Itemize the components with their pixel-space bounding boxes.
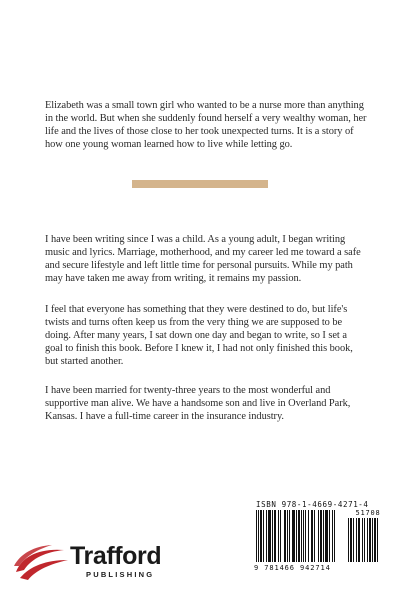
author-bio-paragraph-3: I have been married for twenty-three years to the most wonderful and supportive man alive. We have a handsome son and live in Overland Park, Kansas. I have a full-time career in the insurance industry. <box>45 385 351 423</box>
book-blurb: Elizabeth was a small town girl who wanted to be a nurse more than anything in the world. But when she suddenly found herself a very wealthy woman, her life and the lives of those close to her took unexpected turns. It is a story of how one young woman learned how to live while letting go. <box>45 100 367 151</box>
barcode-digits: 9 781466 942714 <box>254 564 331 572</box>
barcode-addon-digits: 51708 <box>355 509 381 517</box>
barcode-addon-bars <box>348 518 388 562</box>
publisher-name: Trafford <box>70 542 162 570</box>
barcode-gap <box>335 510 336 562</box>
section-divider <box>132 180 268 188</box>
publisher-logo <box>12 538 190 588</box>
author-bio-paragraph-1: I have been writing since I was a child. As a young adult, I began writing music and lyrics. Marriage, motherhood, and my career led me toward a safe and secure lifestyle and left little time for personal pursuits. While my path may have taken me away from writing, it remains my passion. <box>45 234 361 285</box>
trafford-swoosh-icon <box>12 542 74 584</box>
barcode-bar <box>377 518 378 562</box>
isbn-label: ISBN 978-1-4669-4271-4 <box>256 500 369 509</box>
publisher-tagline: PUBLISHING <box>86 570 155 579</box>
author-bio-paragraph-2: I feel that everyone has something that they were destined to do, but life's twists and turns often keep us from the very thing we are supposed to be doing. After many years, I sat down one day and began to write, so I set a goal to finish this book. Before I knew it, I had not only finished this book, but started another. <box>45 304 353 368</box>
isbn-barcode <box>253 498 393 580</box>
barcode-bars <box>256 510 342 562</box>
